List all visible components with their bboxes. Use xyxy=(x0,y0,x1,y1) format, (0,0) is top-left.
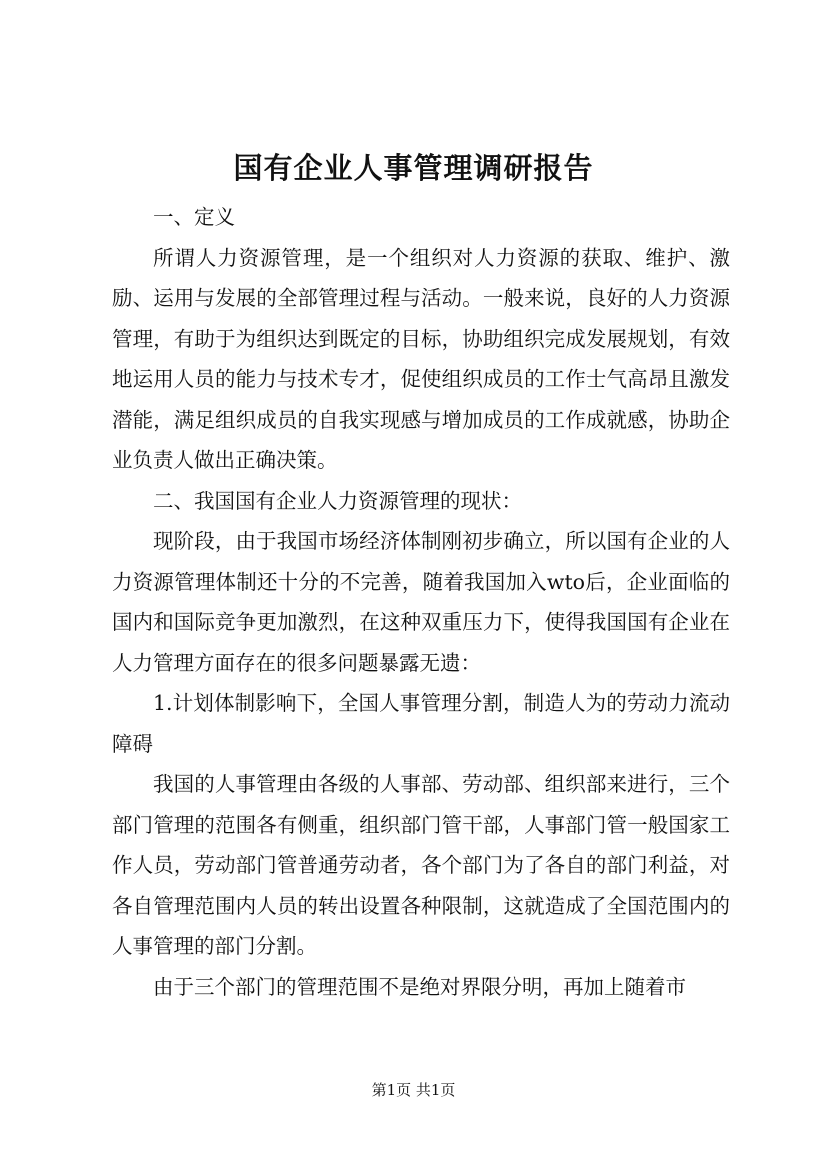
section-heading: 一、定义 xyxy=(153,205,235,229)
body-paragraph: 由于三个部门的管理范围不是绝对界限分明，再加上随着市 xyxy=(153,974,686,999)
document-title: 国有企业人事管理调研报告 xyxy=(233,151,594,185)
body-paragraph: 我国的人事管理由各级的人事部、劳动部、组织部来进行，三个部门管理的范围各有侧重，组织部门管干部，人事部门管一般国家工作人员，劳动部门管普通劳动者，各个部门为了各自的部门利益，对各自管理范围内人员的转出设置各种限制，这就造成了全国范围内的人事管理的部门分割。 xyxy=(112,772,730,958)
body-paragraph: 现阶段，由于我国市场经济体制刚初步确立，所以国有企业的人力资源管理体制还十分的不完善，随着我国加入wto后，企业面临的国内和国际竞争更加激烈，在这种双重压力下，使得我国国有企业在人力管理方面存在的很多问题暴露无遗： xyxy=(112,529,730,675)
page-footer: 第1页 共1页 xyxy=(371,1081,456,1099)
section-heading: 二、我国国有企业人力资源管理的现状： xyxy=(153,488,522,513)
subsection-heading: 1.计划体制影响下，全国人事管理分割，制造人为的劳动力流动障碍 xyxy=(112,691,730,756)
body-paragraph: 所谓人力资源管理，是一个组织对人力资源的获取、维护、激励、运用与发展的全部管理过程与活动。一般来说，良好的人力资源管理，有助于为组织达到既定的目标，协助组织完成发展规划，有效地运用人员的能力与技术专才，促使组织成员的工作士气高昂且激发潜能，满足组织成员的自我实现感与增加成员的工作成就感，协助企业负责人做出正确决策。 xyxy=(112,245,730,472)
document-body xyxy=(112,197,730,1007)
